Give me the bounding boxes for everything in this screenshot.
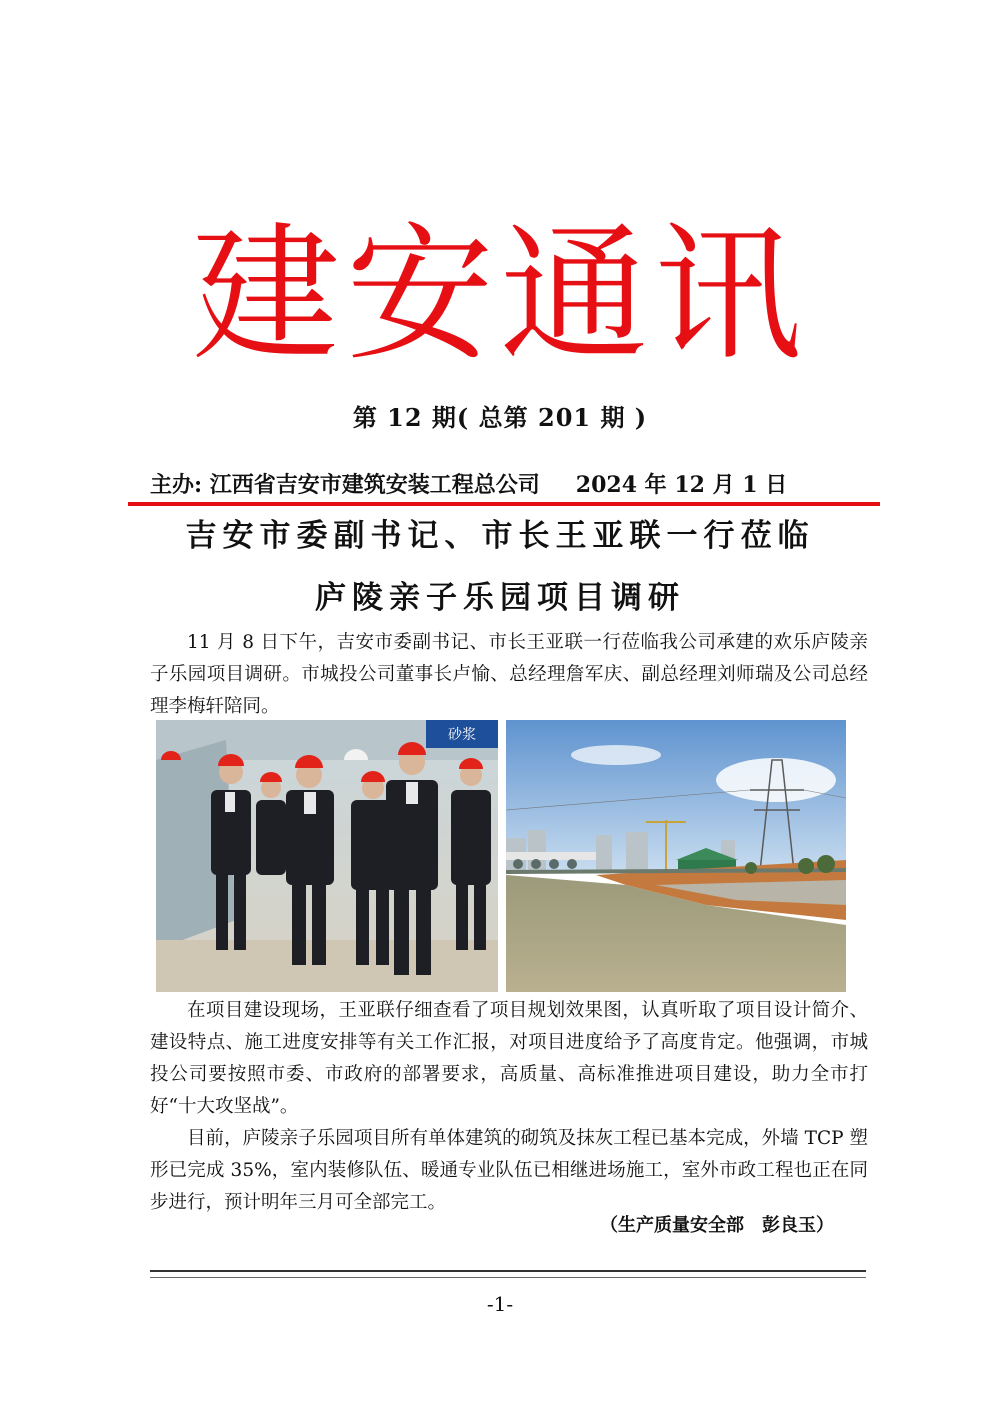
site-sign-text: 砂浆 xyxy=(448,727,476,743)
article-paragraph-2: 在项目建设现场，王亚联仔细查看了项目规划效果图，认真听取了项目设计简介、建设特点、施工进度安排等有关工作汇报，对项目进度给予了高度肯定。他强调，市城投公司要按照市委、市政府的部署要求，高质量、高标准推进项目建设，助力全市打好“十大攻坚战”。 xyxy=(150,1000,868,1117)
article-byline: （生产质量安全部 彭良玉） xyxy=(600,1215,834,1236)
site-visit-photo xyxy=(156,720,498,992)
footer-divider xyxy=(150,1270,866,1278)
project-site-photo xyxy=(506,720,846,992)
article-paragraph-1: 11 月 8 日下午，吉安市委副书记、市长王亚联一行莅临我公司承建的欢乐庐陵亲子乐园项目调研。市城投公司董事长卢愉、总经理詹军庆、副总经理刘师瑞及公司总经理李梅轩陪同。 xyxy=(150,632,868,717)
publisher-label: 主办: 江西省吉安市建筑安装工程总公司 xyxy=(150,472,540,498)
masthead-title: 建安通讯 xyxy=(192,209,808,381)
article-paragraph-3: 目前，庐陵亲子乐园项目所有单体建筑的砌筑及抹灰工程已基本完成，外墙 TCP 塑形已完成 35%，室内装修队伍、暖通专业队伍已相继进场施工，室外市政工程也正在同步进行，预计明年三月可全部完工。 xyxy=(150,1128,868,1213)
page-number: -1- xyxy=(486,1292,514,1316)
article-headline-line1: 吉安市委副书记、市长王亚联一行莅临 xyxy=(185,518,815,554)
issue-number: 第 12 期( 总第 201 期 ) xyxy=(352,403,648,432)
masthead-divider xyxy=(128,502,880,506)
article-headline-line2: 庐陵亲子乐园项目调研 xyxy=(315,580,685,616)
publisher-line xyxy=(150,468,870,499)
publish-date: 2024 年 12 月 1 日 xyxy=(575,472,788,498)
